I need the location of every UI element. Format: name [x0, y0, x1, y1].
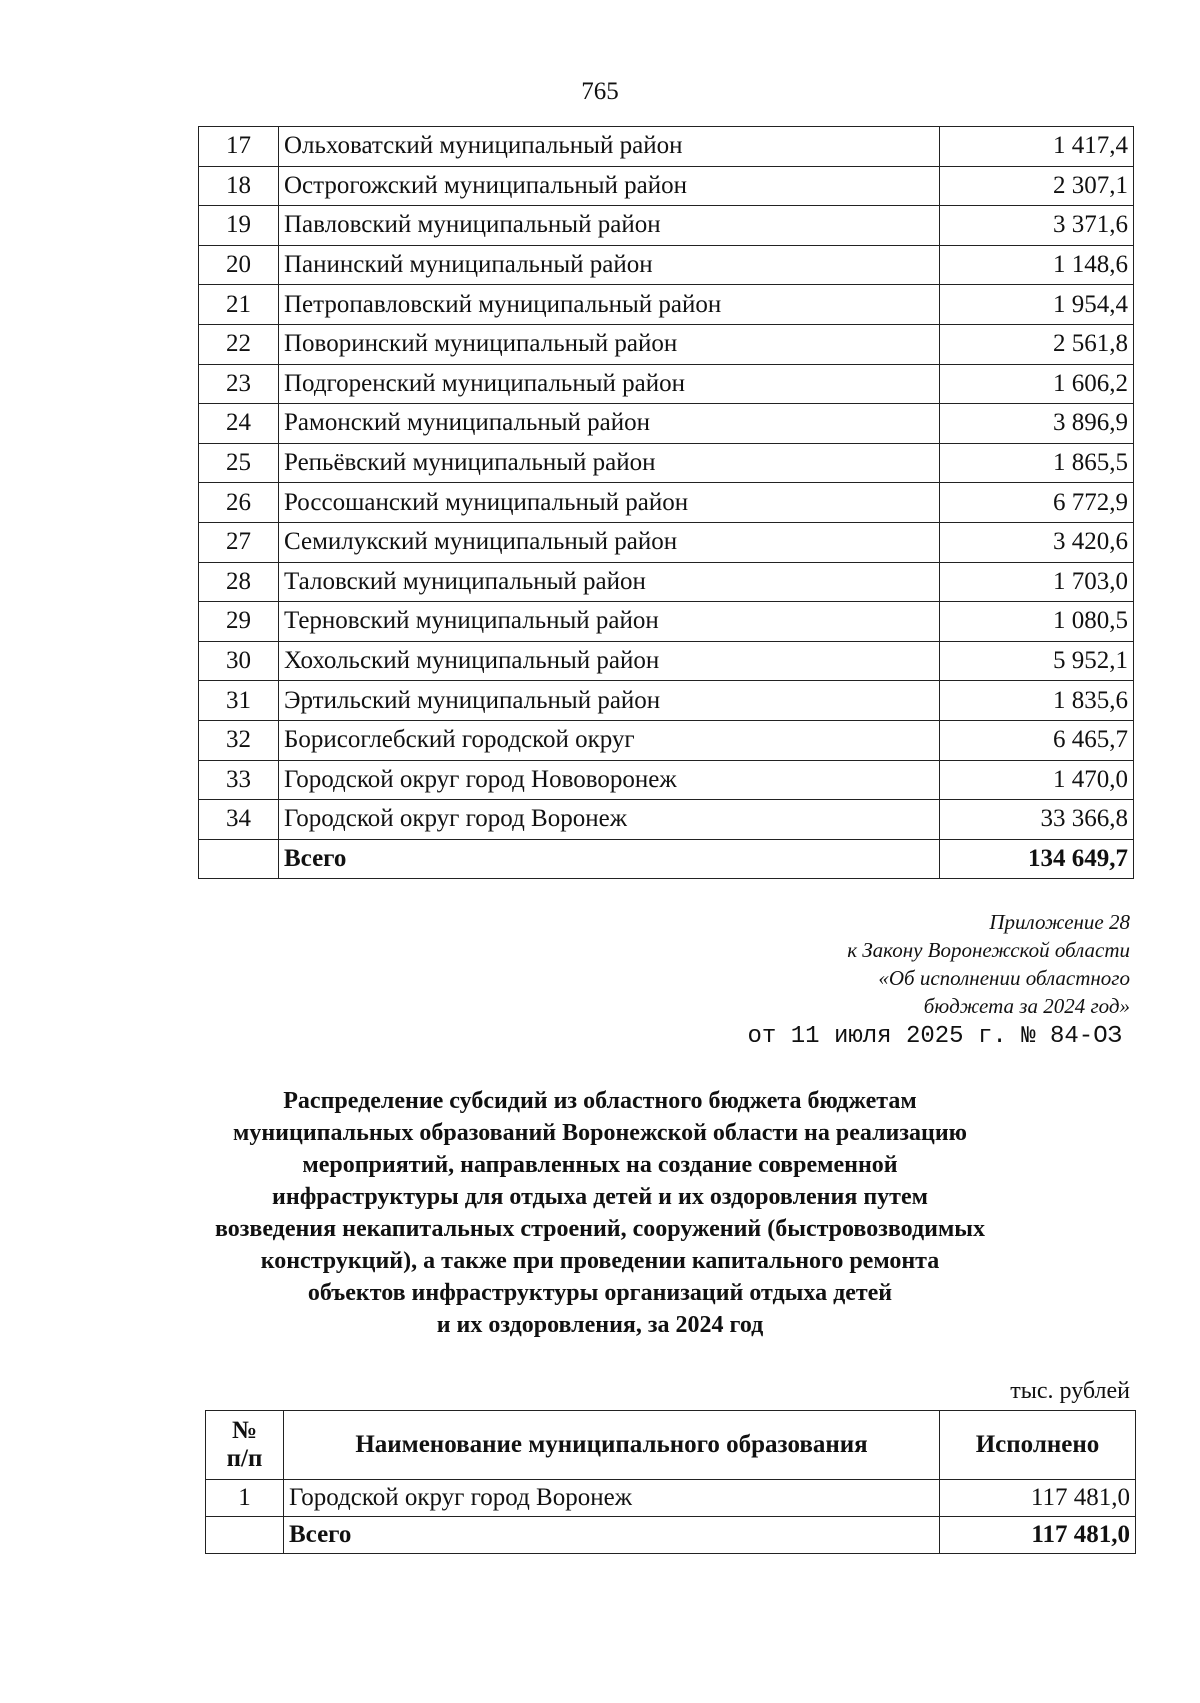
amount: 3 420,6	[940, 522, 1134, 562]
table-row	[206, 1480, 1136, 1517]
table-row	[199, 245, 1134, 285]
table-row	[199, 364, 1134, 404]
table-row	[199, 522, 1134, 562]
row-number: 22	[199, 324, 279, 364]
total-amount: 134 649,7	[940, 839, 1134, 879]
table-row	[199, 681, 1134, 721]
table-row	[199, 206, 1134, 246]
table-row	[199, 443, 1134, 483]
municipality-name: Россошанский муниципальный район	[279, 483, 940, 523]
row-number: 1	[206, 1480, 284, 1517]
law-date-stamp: от 11 июля 2025 г. № 84-ОЗ	[747, 1023, 1122, 1050]
municipality-name: Городской округ город Нововоронеж	[279, 760, 940, 800]
title-line: мероприятий, направленных на создание современной	[302, 1152, 898, 1178]
row-number: 18	[199, 166, 279, 206]
empty-cell	[206, 1517, 284, 1554]
header-value: Исполнено	[940, 1411, 1136, 1480]
municipality-name: Таловский муниципальный район	[279, 562, 940, 602]
amount: 3 896,9	[940, 404, 1134, 444]
document-title	[150, 1085, 1050, 1341]
header-name: Наименование муниципального образования	[284, 1411, 940, 1480]
title-line: и их оздоровления, за 2024 год	[436, 1312, 764, 1338]
municipality-name: Павловский муниципальный район	[279, 206, 940, 246]
total-row	[206, 1517, 1136, 1554]
title-line: муниципальных образований Воронежской области на реализацию	[232, 1120, 968, 1146]
table-row	[199, 127, 1134, 167]
row-number: 32	[199, 720, 279, 760]
table-row	[199, 760, 1134, 800]
header-number-line: п/п	[226, 1445, 263, 1472]
table-row	[199, 404, 1134, 444]
header-number	[206, 1411, 284, 1480]
table-row	[199, 324, 1134, 364]
budget-table-continuation	[198, 126, 1134, 879]
row-number: 19	[199, 206, 279, 246]
appendix-line: бюджета за 2024 год»	[923, 994, 1130, 1018]
table-row	[199, 641, 1134, 681]
amount: 1 865,5	[940, 443, 1134, 483]
total-label: Всего	[279, 839, 940, 879]
municipality-name: Панинский муниципальный район	[279, 245, 940, 285]
row-number: 25	[199, 443, 279, 483]
amount: 2 307,1	[940, 166, 1134, 206]
amount: 6 465,7	[940, 720, 1134, 760]
row-number: 17	[199, 127, 279, 167]
amount: 3 371,6	[940, 206, 1134, 246]
table-row	[199, 800, 1134, 840]
title-line: Распределение субсидий из областного бюджета бюджетам	[283, 1088, 917, 1114]
table-row	[199, 166, 1134, 206]
row-number: 23	[199, 364, 279, 404]
municipality-name: Городской округ город Воронеж	[279, 800, 940, 840]
municipality-name: Семилукский муниципальный район	[279, 522, 940, 562]
amount: 117 481,0	[940, 1480, 1136, 1517]
row-number: 24	[199, 404, 279, 444]
title-line: возведения некапитальных строений, сооружений (быстровозводимых	[214, 1216, 986, 1242]
table-row	[199, 602, 1134, 642]
amount: 2 561,8	[940, 324, 1134, 364]
row-number: 31	[199, 681, 279, 721]
municipality-name: Рамонский муниципальный район	[279, 404, 940, 444]
title-line: конструкций), а также при проведении капитального ремонта	[260, 1248, 940, 1274]
row-number: 34	[199, 800, 279, 840]
municipality-name: Острогожский муниципальный район	[279, 166, 940, 206]
total-amount: 117 481,0	[940, 1517, 1136, 1554]
amount: 1 080,5	[940, 602, 1134, 642]
title-line: инфраструктуры для отдыха детей и их оздоровления путем	[272, 1184, 928, 1210]
amount: 33 366,8	[940, 800, 1134, 840]
amount: 6 772,9	[940, 483, 1134, 523]
municipality-name: Ольховатский муниципальный район	[279, 127, 940, 167]
row-number: 27	[199, 522, 279, 562]
units-label: тыс. рублей	[1010, 1378, 1130, 1404]
municipality-name: Подгоренский муниципальный район	[279, 364, 940, 404]
row-number: 33	[199, 760, 279, 800]
amount: 1 954,4	[940, 285, 1134, 325]
table-row	[199, 285, 1134, 325]
municipality-name: Поворинский муниципальный район	[279, 324, 940, 364]
row-number: 20	[199, 245, 279, 285]
table-row	[199, 483, 1134, 523]
amount: 1 470,0	[940, 760, 1134, 800]
appendix-line: «Об исполнении областного	[878, 966, 1130, 990]
total-row	[199, 839, 1134, 879]
total-label: Всего	[284, 1517, 940, 1554]
municipality-name: Терновский муниципальный район	[279, 602, 940, 642]
appendix-line: Приложение 28	[989, 910, 1130, 934]
subsidy-table	[205, 1410, 1136, 1554]
page-number: 765	[581, 78, 619, 105]
amount: 1 703,0	[940, 562, 1134, 602]
appendix-line: к Закону Воронежской области	[847, 938, 1130, 962]
municipality-name: Петропавловский муниципальный район	[279, 285, 940, 325]
row-number: 21	[199, 285, 279, 325]
row-number: 29	[199, 602, 279, 642]
header-row	[206, 1411, 1136, 1480]
amount: 1 606,2	[940, 364, 1134, 404]
municipality-name: Хохольский муниципальный район	[279, 641, 940, 681]
amount: 1 835,6	[940, 681, 1134, 721]
header-number-line: №	[231, 1417, 258, 1444]
municipality-name: Репьёвский муниципальный район	[279, 443, 940, 483]
row-number: 26	[199, 483, 279, 523]
row-number: 28	[199, 562, 279, 602]
municipality-name: Борисоглебский городской округ	[279, 720, 940, 760]
amount: 1 417,4	[940, 127, 1134, 167]
municipality-name: Городской округ город Воронеж	[284, 1480, 940, 1517]
title-line: объектов инфраструктуры организаций отдыха детей	[307, 1280, 893, 1306]
row-number: 30	[199, 641, 279, 681]
table-row	[199, 562, 1134, 602]
amount: 1 148,6	[940, 245, 1134, 285]
empty-cell	[199, 839, 279, 879]
table-row	[199, 720, 1134, 760]
municipality-name: Эртильский муниципальный район	[279, 681, 940, 721]
appendix-caption	[630, 908, 1130, 1020]
amount: 5 952,1	[940, 641, 1134, 681]
